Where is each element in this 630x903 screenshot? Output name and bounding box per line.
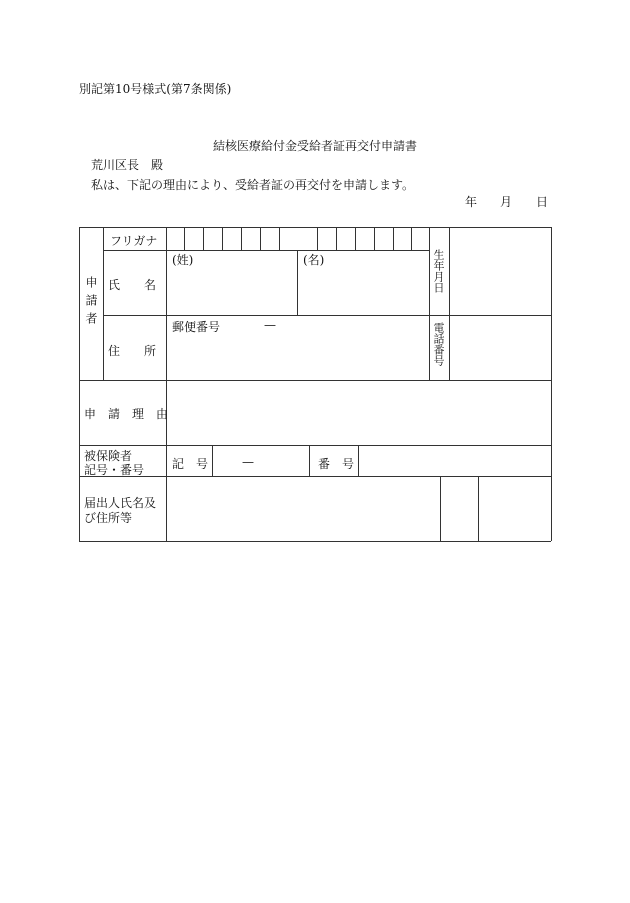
furigana-label: フリガナ — [110, 234, 158, 248]
applicant-label: 申請者 — [84, 276, 98, 330]
date-month: 月 — [500, 195, 513, 209]
date-year: 年 — [465, 195, 478, 209]
notifier-label-line1: 届出人氏名及 — [84, 496, 157, 510]
insured-label-line1: 被保険者 — [84, 449, 133, 463]
birthdate-label: 生年月日 — [432, 249, 445, 293]
number-label: 番 号 — [318, 457, 355, 471]
surname-label: (姓) — [172, 253, 194, 267]
given-name-label: (名) — [303, 253, 325, 267]
symbol-dash: — — [242, 455, 254, 469]
reason-label: 申 請 理 由 — [84, 407, 169, 421]
form-number: 別記第10号様式(第7条関係) — [79, 82, 232, 96]
phone-label: 電話番号 — [432, 322, 445, 366]
statement: 私は、下記の理由により、受給者証の再交付を申請します。 — [91, 178, 415, 192]
addressee: 荒川区長 殿 — [91, 158, 164, 172]
notifier-label-line2: び住所等 — [84, 511, 133, 525]
name-label: 氏 名 — [108, 278, 157, 292]
symbol-label: 記 号 — [172, 457, 209, 471]
form-title: 結核医療給付金受給者証再交付申請書 — [213, 139, 418, 153]
address-label: 住 所 — [108, 344, 157, 358]
postal-dash: — — [264, 318, 276, 332]
date-day: 日 — [536, 195, 549, 209]
insured-label-line2: 記号・番号 — [84, 463, 145, 477]
postal-label: 郵便番号 — [172, 320, 221, 334]
